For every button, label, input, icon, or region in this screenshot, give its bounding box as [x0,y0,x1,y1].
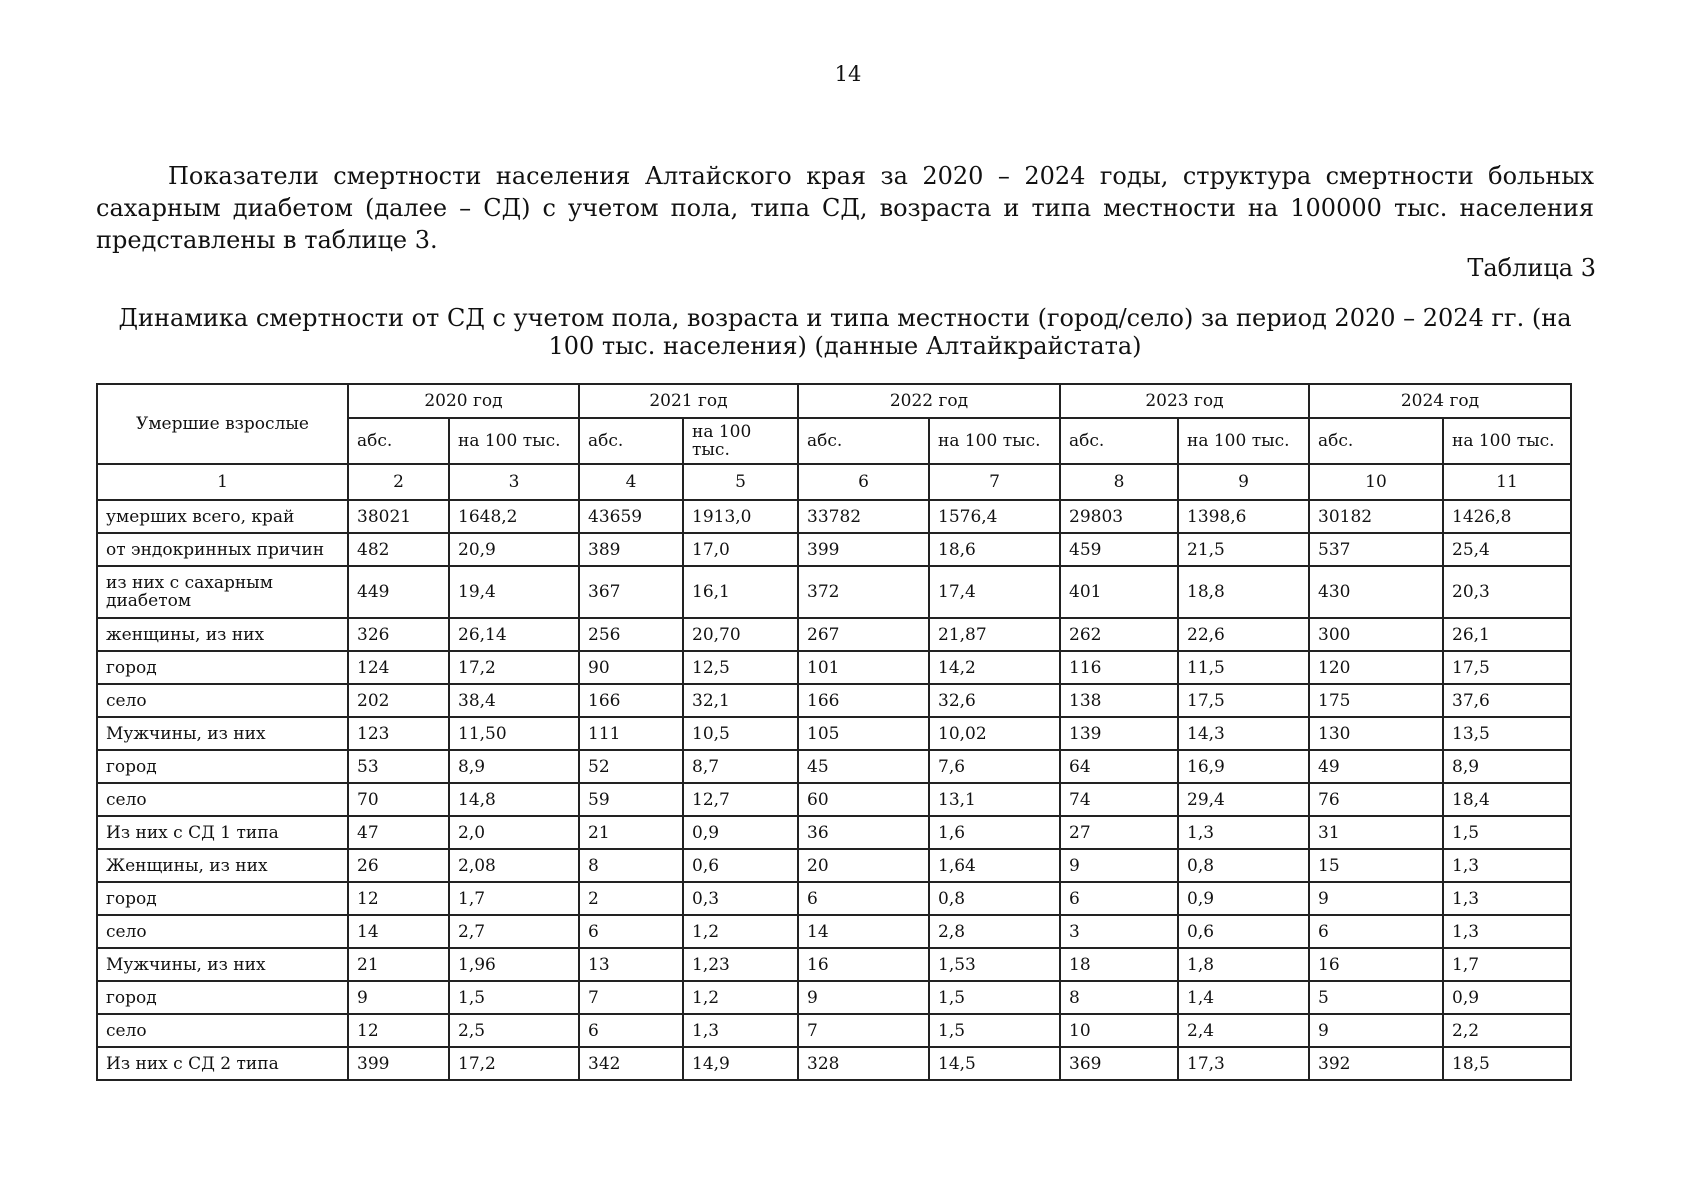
value-cell: 18,5 [1443,1047,1571,1080]
value-cell: 17,3 [1178,1047,1309,1080]
value-cell: 120 [1309,651,1443,684]
sub-header: на 100 тыс. [929,418,1060,464]
value-cell: 175 [1309,684,1443,717]
value-cell: 11,5 [1178,651,1309,684]
value-cell: 29,4 [1178,783,1309,816]
row-label-cell: Женщины, из них [97,849,348,882]
value-cell: 11,50 [449,717,579,750]
value-cell: 1,3 [1443,882,1571,915]
row-label-cell: из них с сахарным диабетом [97,566,348,618]
mortality-table [96,383,1572,1081]
value-cell: 1,3 [1178,816,1309,849]
value-cell: 1,4 [1178,981,1309,1014]
value-cell: 256 [579,618,683,651]
value-cell: 1,7 [449,882,579,915]
value-cell: 21,87 [929,618,1060,651]
value-cell: 12 [348,882,449,915]
table-row [97,915,1571,948]
value-cell: 38021 [348,500,449,533]
value-cell: 32,6 [929,684,1060,717]
value-cell: 90 [579,651,683,684]
value-cell: 105 [798,717,929,750]
value-cell: 29803 [1060,500,1178,533]
value-cell: 60 [798,783,929,816]
value-cell: 300 [1309,618,1443,651]
value-cell: 8 [579,849,683,882]
value-cell: 0,3 [683,882,798,915]
value-cell: 76 [1309,783,1443,816]
value-cell: 2,0 [449,816,579,849]
value-cell: 70 [348,783,449,816]
column-number: 11 [1443,464,1571,500]
value-cell: 123 [348,717,449,750]
table-label: Таблица 3 [1467,254,1596,282]
value-cell: 202 [348,684,449,717]
value-cell: 20 [798,849,929,882]
value-cell: 6 [579,915,683,948]
value-cell: 1426,8 [1443,500,1571,533]
table-row [97,1047,1571,1080]
value-cell: 1,8 [1178,948,1309,981]
value-cell: 326 [348,618,449,651]
sub-header: на 100 тыс. [1443,418,1571,464]
column-number: 6 [798,464,929,500]
column-number: 3 [449,464,579,500]
sub-header: на 100 тыс. [683,418,798,464]
value-cell: 14,5 [929,1047,1060,1080]
value-cell: 166 [798,684,929,717]
value-cell: 15 [1309,849,1443,882]
value-cell: 17,2 [449,651,579,684]
sub-header: абс. [1060,418,1178,464]
row-label-cell: город [97,750,348,783]
value-cell: 9 [1309,882,1443,915]
value-cell: 74 [1060,783,1178,816]
value-cell: 49 [1309,750,1443,783]
value-cell: 1,53 [929,948,1060,981]
value-cell: 1,7 [1443,948,1571,981]
value-cell: 372 [798,566,929,618]
value-cell: 138 [1060,684,1178,717]
column-number: 8 [1060,464,1178,500]
year-header: 2024 год [1309,384,1571,418]
value-cell: 124 [348,651,449,684]
value-cell: 12,5 [683,651,798,684]
year-header-row [97,384,1571,418]
sub-header: абс. [798,418,929,464]
table-row [97,981,1571,1014]
value-cell: 3 [1060,915,1178,948]
value-cell: 2,7 [449,915,579,948]
value-cell: 1,96 [449,948,579,981]
row-label-cell: умерших всего, край [97,500,348,533]
value-cell: 9 [348,981,449,1014]
value-cell: 401 [1060,566,1178,618]
row-label-cell: село [97,783,348,816]
value-cell: 18,6 [929,533,1060,566]
table-row [97,750,1571,783]
value-cell: 1398,6 [1178,500,1309,533]
row-label-cell: город [97,882,348,915]
value-cell: 52 [579,750,683,783]
value-cell: 369 [1060,1047,1178,1080]
value-cell: 1,3 [683,1014,798,1047]
row-label-cell: село [97,915,348,948]
value-cell: 392 [1309,1047,1443,1080]
sub-header: абс. [1309,418,1443,464]
value-cell: 18,8 [1178,566,1309,618]
sub-header: абс. [579,418,683,464]
value-cell: 482 [348,533,449,566]
value-cell: 116 [1060,651,1178,684]
row-label-cell: Из них с СД 1 типа [97,816,348,849]
value-cell: 13 [579,948,683,981]
value-cell: 1,23 [683,948,798,981]
value-cell: 33782 [798,500,929,533]
value-cell: 17,5 [1443,651,1571,684]
table-row [97,816,1571,849]
value-cell: 14,2 [929,651,1060,684]
value-cell: 8,9 [1443,750,1571,783]
table-row [97,500,1571,533]
value-cell: 26,1 [1443,618,1571,651]
value-cell: 1,2 [683,915,798,948]
value-cell: 31 [1309,816,1443,849]
value-cell: 449 [348,566,449,618]
value-cell: 10 [1060,1014,1178,1047]
value-cell: 1,6 [929,816,1060,849]
column-number: 5 [683,464,798,500]
sub-header: на 100 тыс. [1178,418,1309,464]
value-cell: 10,02 [929,717,1060,750]
value-cell: 36 [798,816,929,849]
table-row [97,948,1571,981]
value-cell: 10,5 [683,717,798,750]
value-cell: 537 [1309,533,1443,566]
value-cell: 16,9 [1178,750,1309,783]
table-row [97,618,1571,651]
column-number: 4 [579,464,683,500]
value-cell: 2,8 [929,915,1060,948]
value-cell: 1648,2 [449,500,579,533]
value-cell: 9 [798,981,929,1014]
value-cell: 21 [348,948,449,981]
table-row [97,684,1571,717]
value-cell: 101 [798,651,929,684]
corner-header: Умершие взрослые [97,384,348,464]
value-cell: 328 [798,1047,929,1080]
value-cell: 2,4 [1178,1014,1309,1047]
value-cell: 20,70 [683,618,798,651]
intro-paragraph: Показатели смертности населения Алтайского края за 2020 – 2024 годы, структура смертности больных сахарным диабетом (далее – СД) с учетом пола, типа СД, возраста и типа местности на 100000 тыс. населения представлены в таблице 3. [96,162,1594,254]
sub-header: на 100 тыс. [449,418,579,464]
value-cell: 1576,4 [929,500,1060,533]
value-cell: 399 [348,1047,449,1080]
value-cell: 2,2 [1443,1014,1571,1047]
value-cell: 1,5 [1443,816,1571,849]
value-cell: 6 [579,1014,683,1047]
value-cell: 13,1 [929,783,1060,816]
value-cell: 13,5 [1443,717,1571,750]
value-cell: 6 [1060,882,1178,915]
table-row [97,882,1571,915]
row-label-cell: женщины, из них [97,618,348,651]
value-cell: 2,5 [449,1014,579,1047]
column-number: 7 [929,464,1060,500]
value-cell: 25,4 [1443,533,1571,566]
value-cell: 5 [1309,981,1443,1014]
value-cell: 14,3 [1178,717,1309,750]
value-cell: 111 [579,717,683,750]
value-cell: 7,6 [929,750,1060,783]
value-cell: 1,64 [929,849,1060,882]
year-header: 2020 год [348,384,579,418]
value-cell: 26,14 [449,618,579,651]
value-cell: 38,4 [449,684,579,717]
value-cell: 6 [1309,915,1443,948]
value-cell: 0,9 [683,816,798,849]
row-label-cell: город [97,981,348,1014]
value-cell: 2 [579,882,683,915]
value-cell: 0,6 [683,849,798,882]
value-cell: 262 [1060,618,1178,651]
row-label-cell: Мужчины, из них [97,717,348,750]
value-cell: 8,9 [449,750,579,783]
value-cell: 6 [798,882,929,915]
value-cell: 342 [579,1047,683,1080]
value-cell: 17,5 [1178,684,1309,717]
value-cell: 30182 [1309,500,1443,533]
value-cell: 22,6 [1178,618,1309,651]
value-cell: 1,5 [929,981,1060,1014]
value-cell: 0,9 [1443,981,1571,1014]
value-cell: 21 [579,816,683,849]
value-cell: 47 [348,816,449,849]
value-cell: 16,1 [683,566,798,618]
value-cell: 0,8 [929,882,1060,915]
value-cell: 14 [348,915,449,948]
value-cell: 26 [348,849,449,882]
row-label-cell: Из них с СД 2 типа [97,1047,348,1080]
value-cell: 8,7 [683,750,798,783]
value-cell: 16 [798,948,929,981]
value-cell: 267 [798,618,929,651]
value-cell: 53 [348,750,449,783]
page-number: 14 [834,62,862,86]
row-label-cell: от эндокринных причин [97,533,348,566]
table-title: Динамика смертности от СД с учетом пола, возраста и типа местности (город/село) за период 2020 – 2024 гг. (на 100 тыс. населения) (данные Алтайкрайстата) [118,304,1572,360]
column-number: 2 [348,464,449,500]
table-row [97,1014,1571,1047]
value-cell: 1913,0 [683,500,798,533]
value-cell: 18,4 [1443,783,1571,816]
table-row [97,651,1571,684]
value-cell: 14,8 [449,783,579,816]
value-cell: 1,5 [449,981,579,1014]
value-cell: 64 [1060,750,1178,783]
value-cell: 12 [348,1014,449,1047]
column-number: 1 [97,464,348,500]
value-cell: 7 [798,1014,929,1047]
value-cell: 1,3 [1443,915,1571,948]
row-label-cell: Мужчины, из них [97,948,348,981]
year-header: 2023 год [1060,384,1309,418]
value-cell: 45 [798,750,929,783]
value-cell: 32,1 [683,684,798,717]
value-cell: 367 [579,566,683,618]
value-cell: 389 [579,533,683,566]
value-cell: 0,9 [1178,882,1309,915]
value-cell: 43659 [579,500,683,533]
table-row [97,717,1571,750]
column-number-row [97,464,1571,500]
value-cell: 459 [1060,533,1178,566]
value-cell: 139 [1060,717,1178,750]
value-cell: 399 [798,533,929,566]
sub-header: абс. [348,418,449,464]
table-row [97,783,1571,816]
value-cell: 20,9 [449,533,579,566]
value-cell: 0,6 [1178,915,1309,948]
value-cell: 14 [798,915,929,948]
year-header: 2021 год [579,384,798,418]
column-number: 9 [1178,464,1309,500]
value-cell: 0,8 [1178,849,1309,882]
value-cell: 2,08 [449,849,579,882]
value-cell: 7 [579,981,683,1014]
value-cell: 19,4 [449,566,579,618]
value-cell: 12,7 [683,783,798,816]
value-cell: 16 [1309,948,1443,981]
value-cell: 1,5 [929,1014,1060,1047]
row-label-cell: село [97,684,348,717]
value-cell: 1,2 [683,981,798,1014]
value-cell: 59 [579,783,683,816]
value-cell: 17,2 [449,1047,579,1080]
value-cell: 20,3 [1443,566,1571,618]
value-cell: 1,3 [1443,849,1571,882]
table-body [97,500,1571,1080]
row-label-cell: село [97,1014,348,1047]
value-cell: 14,9 [683,1047,798,1080]
value-cell: 27 [1060,816,1178,849]
table-row [97,533,1571,566]
value-cell: 9 [1060,849,1178,882]
value-cell: 17,0 [683,533,798,566]
value-cell: 37,6 [1443,684,1571,717]
value-cell: 18 [1060,948,1178,981]
value-cell: 130 [1309,717,1443,750]
column-number: 10 [1309,464,1443,500]
table-row [97,849,1571,882]
value-cell: 17,4 [929,566,1060,618]
value-cell: 430 [1309,566,1443,618]
table-row [97,566,1571,618]
value-cell: 21,5 [1178,533,1309,566]
row-label-cell: город [97,651,348,684]
value-cell: 8 [1060,981,1178,1014]
value-cell: 9 [1309,1014,1443,1047]
year-header: 2022 год [798,384,1060,418]
value-cell: 166 [579,684,683,717]
